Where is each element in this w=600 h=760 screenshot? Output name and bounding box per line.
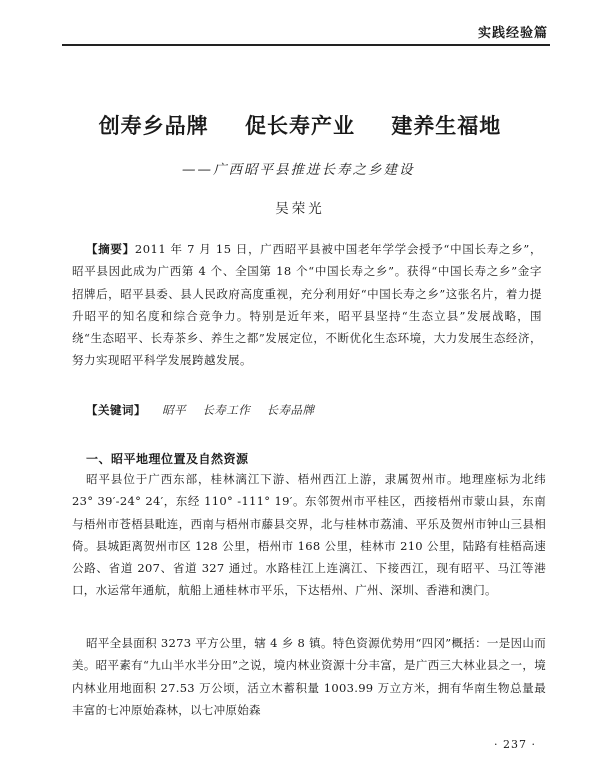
abstract-text: 2011 年 7 月 15 日，广西昭平县被中国老年学学会授予“中国长寿之乡”，昭平县因此成为广西第 4 个、全国第 18 个“中国长寿之乡”。获得“中国长寿之乡”金字招牌后，昭平县委、县人民政府高度重视，充分利用好“中国长寿之乡”这张名片，着力提升昭平的知名度和综合竞争力。特别是近年来，昭平县坚持“生态立县”发展战略，围绕“生态昭平、长寿茶乡、养生之都”发展定位，不断优化生态环境，大力发展生态经济，努力实现昭平科学发展跨越发展。 — [72, 242, 543, 368]
keywords-label: 【关键词】 — [86, 403, 146, 417]
keyword-item: 长寿品牌 — [266, 403, 315, 417]
author: 吴荣光 — [275, 201, 325, 217]
section-label: 实践经验篇 — [477, 26, 548, 41]
title-part-2: 促长寿产业 — [245, 113, 355, 138]
keyword-item: 长寿工作 — [202, 403, 251, 417]
keyword-item: 昭平 — [162, 403, 187, 417]
title-part-3: 建养生福地 — [391, 113, 502, 138]
abstract-label: 【摘要】 — [86, 242, 135, 256]
keywords — [86, 402, 314, 418]
page-number: · 237 · — [494, 738, 536, 751]
article-subtitle: ——广西昭平县推进长寿之乡建设 — [182, 162, 415, 178]
article-title — [0, 110, 600, 140]
abstract — [72, 238, 542, 372]
body-paragraph: 昭平全县面积 3273 平方公里，辖 4 乡 8 镇。特色资源优势用“四冈”概括：一是因山而美。昭平素有“九山半水半分田”之说，境内林业资源十分丰富，是广西三大林业县之一，境内林业用地面积 27.53 万公顷，活立木蓄积量 1003.99 万立方米，拥有华南生物总量最丰富的七冲原始森林，以七冲原始森 — [72, 636, 546, 717]
title-part-1: 创寿乡品牌 — [98, 113, 209, 138]
header-rule — [62, 44, 550, 46]
body-paragraph: 昭平县位于广西东部，桂林漓江下游、梧州西江上游，隶属贺州市。地理座标为北纬 23° 39′-24° 24′，东经 110° -111° 19′。东邻贺州市平桂区，西接梧州市蒙山县，东南与梧州市苍梧县毗连，西南与梧州市藤县交界，北与桂林市荔浦、平乐及贺州市钟山三县相倚。县城距离贺州市区 128 公里，梧州市 168 公里，桂林市 210 公里，陆路有桂梧高速公路、省道 207、省道 327 通过。水路桂江上连漓江、下接西江，现有昭平、马江等港口，水运常年通航，航船上通桂林市平乐，下达梧州、广州、深圳、香港和澳门。 — [72, 472, 546, 598]
section-heading: 一、昭平地理位置及自然资源 — [86, 452, 249, 466]
